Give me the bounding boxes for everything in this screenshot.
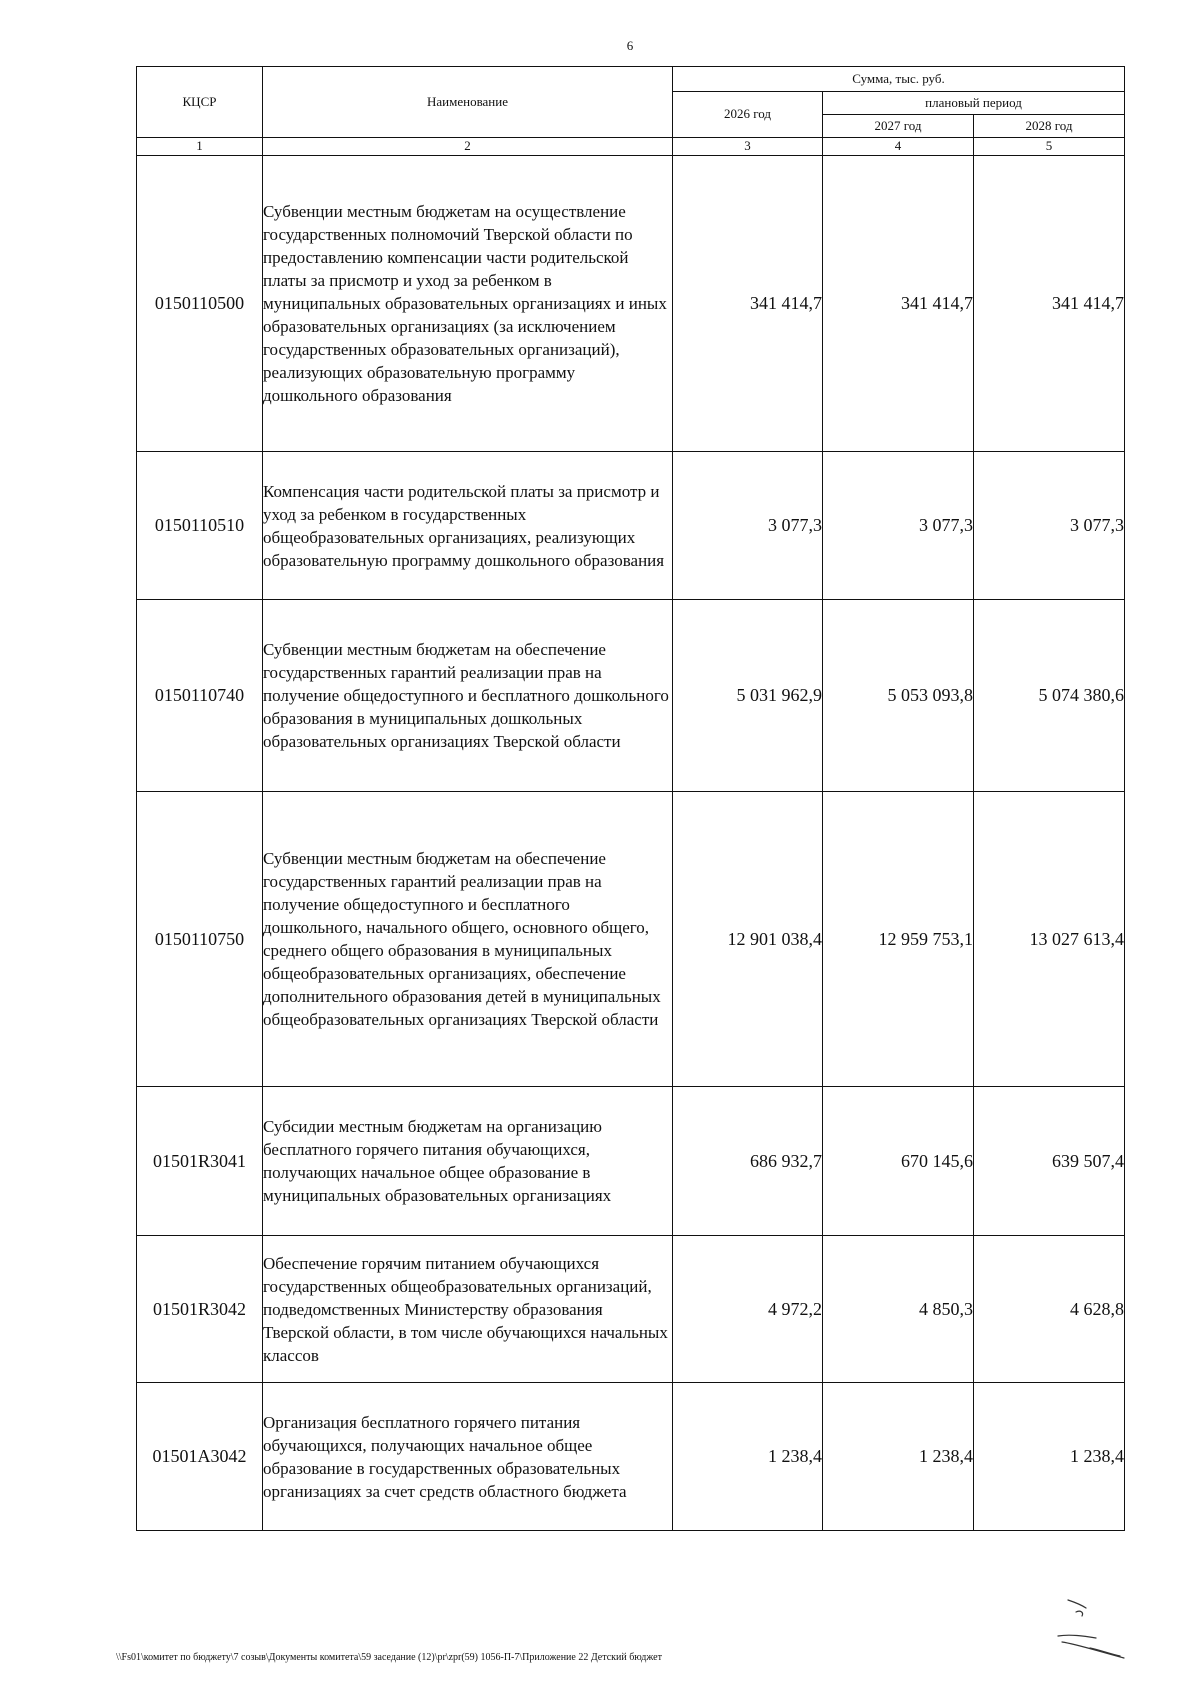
row-name: Субвенции местным бюджетам на обеспечение государственных гарантий реализации прав на получение общедоступного и бесплатного дошкольного образования в муниципальных дошкольных образовательных организациях Тверской области <box>263 600 673 792</box>
row-amount-2026: 341 414,7 <box>673 156 823 452</box>
header-year-2027: 2027 год <box>823 115 974 138</box>
header-code: КЦСР <box>137 67 263 138</box>
table-row <box>137 600 1125 792</box>
row-amount-2028: 1 238,4 <box>974 1383 1125 1531</box>
row-amount-2026: 3 077,3 <box>673 452 823 600</box>
header-sum: Сумма, тыс. руб. <box>673 67 1125 92</box>
row-code: 0150110500 <box>137 156 263 452</box>
row-amount-2026: 4 972,2 <box>673 1236 823 1383</box>
row-amount-2027: 3 077,3 <box>823 452 974 600</box>
table-row <box>137 792 1125 1087</box>
footer-file-path: \\Fs01\комитет по бюджету\7 созыв\Документы комитета\59 заседание (12)\pr\zpr(59) 1056-П-7\Приложение 22 Детский бюджет <box>116 1652 662 1663</box>
page-number: 6 <box>626 38 634 53</box>
table-row <box>137 452 1125 600</box>
table-row <box>137 1087 1125 1236</box>
budget-table <box>136 66 1125 1531</box>
row-code: 01501R3041 <box>137 1087 263 1236</box>
row-amount-2028: 5 074 380,6 <box>974 600 1125 792</box>
table-row <box>137 1383 1125 1531</box>
row-amount-2027: 5 053 093,8 <box>823 600 974 792</box>
row-name: Субвенции местным бюджетам на осуществление государственных полномочий Тверской области по предоставлению компенсации части родительской платы за присмотр и уход за ребенком в муниципальных образовательных организациях и иных образовательных организациях (за исключением государственных образовательных организаций), реализующих образовательную программу дошкольного образования <box>263 156 673 452</box>
row-amount-2028: 13 027 613,4 <box>974 792 1125 1087</box>
row-code: 0150110510 <box>137 452 263 600</box>
row-amount-2028: 3 077,3 <box>974 452 1125 600</box>
row-amount-2026: 12 901 038,4 <box>673 792 823 1087</box>
table-row <box>137 1236 1125 1383</box>
row-amount-2027: 341 414,7 <box>823 156 974 452</box>
header-year-2028: 2028 год <box>974 115 1125 138</box>
row-amount-2028: 639 507,4 <box>974 1087 1125 1236</box>
row-amount-2027: 1 238,4 <box>823 1383 974 1531</box>
column-number: 2 <box>263 138 673 156</box>
row-amount-2027: 4 850,3 <box>823 1236 974 1383</box>
row-amount-2026: 5 031 962,9 <box>673 600 823 792</box>
row-name: Организация бесплатного горячего питания обучающихся, получающих начальное общее образование в государственных образовательных организациях за счет средств областного бюджета <box>263 1383 673 1531</box>
row-code: 01501A3042 <box>137 1383 263 1531</box>
row-code: 01501R3042 <box>137 1236 263 1383</box>
signature-mark <box>1050 1592 1130 1662</box>
row-name: Субвенции местным бюджетам на обеспечение государственных гарантий реализации прав на получение общедоступного и бесплатного дошкольного, начального общего, основного общего, среднего общего образования в муниципальных общеобразовательных организациях, обеспечение дополнительного образования детей в муниципальных общеобразовательных организациях Тверской области <box>263 792 673 1087</box>
column-number: 5 <box>974 138 1125 156</box>
row-name: Компенсация части родительской платы за присмотр и уход за ребенком в государственных общеобразовательных организациях, реализующих образовательную программу дошкольного образования <box>263 452 673 600</box>
row-name: Субсидии местным бюджетам на организацию бесплатного горячего питания обучающихся, получающих начальное общее образование в муниципальных образовательных организациях <box>263 1087 673 1236</box>
row-amount-2028: 341 414,7 <box>974 156 1125 452</box>
column-number: 4 <box>823 138 974 156</box>
row-name: Обеспечение горячим питанием обучающихся государственных общеобразовательных организаций, подведомственных Министерству образования Тверской области, в том числе обучающихся начальных классов <box>263 1236 673 1383</box>
column-number: 3 <box>673 138 823 156</box>
row-code: 0150110750 <box>137 792 263 1087</box>
header-year-2026: 2026 год <box>673 92 823 138</box>
row-amount-2028: 4 628,8 <box>974 1236 1125 1383</box>
header-planning-period: плановый период <box>823 92 1125 115</box>
header-name: Наименование <box>263 67 673 138</box>
row-code: 0150110740 <box>137 600 263 792</box>
table-row <box>137 156 1125 452</box>
row-amount-2026: 1 238,4 <box>673 1383 823 1531</box>
column-number: 1 <box>137 138 263 156</box>
row-amount-2027: 670 145,6 <box>823 1087 974 1236</box>
row-amount-2027: 12 959 753,1 <box>823 792 974 1087</box>
row-amount-2026: 686 932,7 <box>673 1087 823 1236</box>
